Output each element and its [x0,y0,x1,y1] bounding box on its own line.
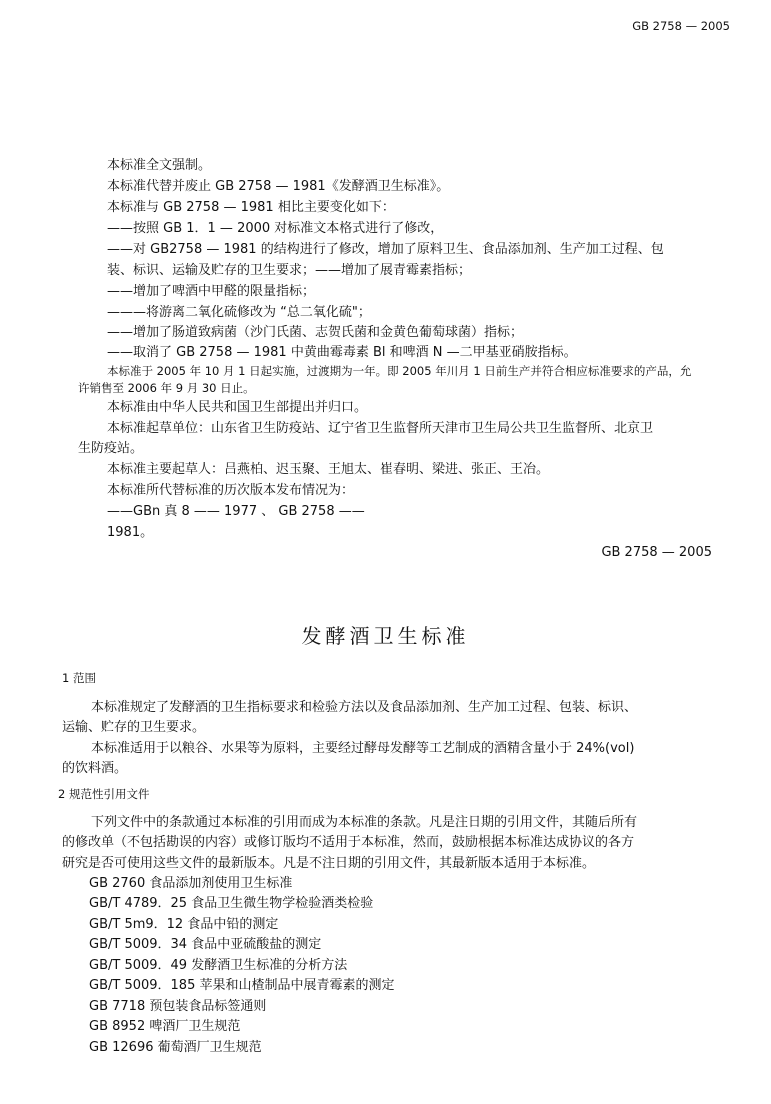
reference-item: GB 7718 预包装食品标签通则 [89,999,267,1014]
foreword-line: 生防疫站。 [78,441,144,456]
section-heading: 1 范围 [62,671,96,685]
paragraph-line: 本标准适用于以粮谷、水果等为原料，主要经过酵母发酵等工艺制成的酒精含量小于 24%(vol) [91,741,635,756]
foreword-line: ——增加了啤酒中甲醛的限量指标； [107,284,316,299]
foreword-line: 本标准于 2005 年 10 月 1 日起实施，过渡期为一年。即 2005 年川月 1 日前生产并符合相应标准要求的产品，允 [107,364,692,378]
foreword-line: 许销售至 2006 年 9 月 30 日止。 [78,381,255,395]
foreword-line: 本标准与 GB 2758 — 1981 相比主要变化如下： [107,200,395,215]
foreword-line: 本标准代替并废止 GB 2758 — 1981《发酵酒卫生标准》。 [107,179,450,194]
foreword-line: ———将游离二氧化硫修改为 “总二氧化硫"； [107,305,371,320]
reference-item: GB/T 5009．34 食品中亚硫酸盐的测定 [89,937,322,952]
foreword-line: 本标准主要起草人：吕燕柏、迟玉聚、王旭太、崔春明、梁进、张正、王冶。 [107,462,550,477]
paragraph-line: 的修改单（不包括勘误的内容）或修订版均不适用于本标准，然而，鼓励根据本标准达成协议的各方 [62,835,635,850]
foreword-line: ——GBn 真 8 —— 1977 、 GB 2758 —— [107,504,365,519]
reference-item: GB/T 5009．185 苹果和山楂制品中展青霉素的测定 [89,978,395,993]
paragraph-line: 的饮料酒。 [62,761,128,776]
header-standard-code: GB 2758 — 2005 [632,19,730,33]
paragraph-line: 研究是否可使用这些文件的最新版本。凡是不注日期的引用文件，其最新版本适用于本标准。 [62,856,596,871]
foreword-line: 1981。 [107,525,154,540]
page-standard-code: GB 2758 — 2005 [601,545,712,560]
foreword-line: 装、标识、运输及贮存的卫生要求；——增加了展青霉素指标； [107,263,472,278]
foreword-line: ——增加了肠道致病菌（沙门氏菌、志贺氏菌和金黄色葡萄球菌）指标； [107,325,524,340]
foreword-line: ——取消了 GB 2758 — 1981 中黄曲霉毒素 Bl 和啤酒 N —二甲基亚硝胺指标。 [107,345,577,360]
foreword-line: ——对 GB2758 — 1981 的结构进行了修改，增加了原料卫生、食品添加剂、生产加工过程、包 [107,242,664,257]
foreword-line: 本标准所代替标准的历次版本发布情况为： [107,483,355,498]
reference-item: GB/T 5m9．12 食品中铅的测定 [89,917,279,932]
reference-item: GB/T 5009．49 发酵酒卫生标准的分析方法 [89,958,348,973]
reference-item: GB 12696 葡萄酒厂卫生规范 [89,1040,262,1055]
paragraph-line: 本标准规定了发酵酒的卫生指标要求和检验方法以及食品添加剂、生产加工过程、包装、标识、 [91,700,638,715]
foreword-line: 本标准由中华人民共和国卫生部提出并归口。 [107,400,368,415]
document-title: 发酵酒卫生标准 [301,624,470,648]
section-heading: 2 规范性引用文件 [58,787,150,801]
foreword-line: 本标准全文强制。 [107,158,212,173]
reference-item: GB/T 4789．25 食品卫生微生物学检验酒类检验 [89,896,374,911]
foreword-line: ——按照 GB 1．1 — 2000 对标准文本格式进行了修改， [107,221,444,236]
reference-item: GB 8952 啤酒厂卫生规范 [89,1019,241,1034]
reference-item: GB 2760 食品添加剂使用卫生标准 [89,876,293,891]
paragraph-line: 下列文件中的条款通过本标准的引用而成为本标准的条款。凡是注日期的引用文件，其随后所有 [91,815,638,830]
paragraph-line: 运输、贮存的卫生要求。 [62,720,206,735]
foreword-line: 本标准起草单位：山东省卫生防疫站、辽宁省卫生监督所天津市卫生局公共卫生监督所、北京卫 [107,421,654,436]
